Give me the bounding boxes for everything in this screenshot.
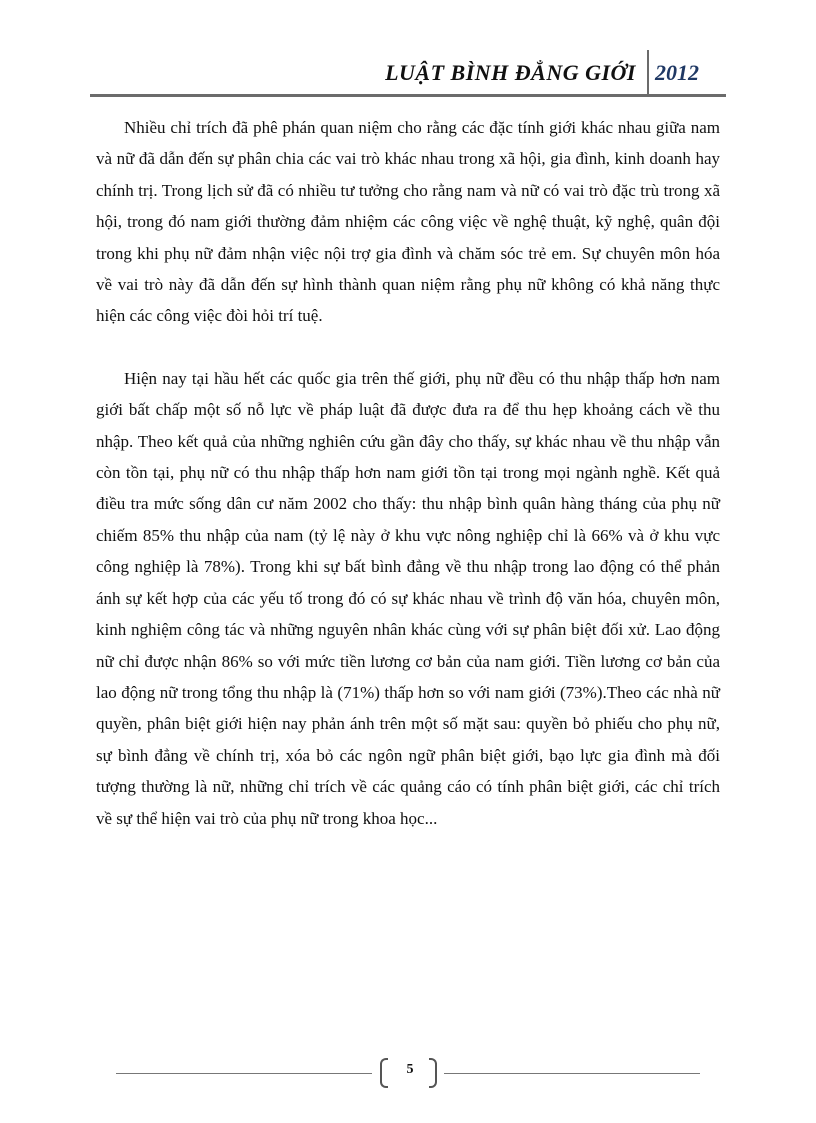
page-number: 5	[406, 1062, 414, 1077]
footer-bracket-right-icon	[429, 1058, 437, 1088]
document-body	[96, 112, 720, 834]
paragraph-1: Nhiều chỉ trích đã phê phán quan niệm cho rằng các đặc tính giới khác nhau giữa nam và nữ đã dẫn đến sự phân chia các vai trò khác nhau trong xã hội, gia đình, kinh doanh hay chính trị. Trong lịch sử đã có nhiều tư tưởng cho rằng nam và nữ có vai trò đặc trù trong xã hội, trong đó nam giới thường đảm nhiệm các công việc về nghệ thuật, kỹ nghệ, quân đội trong khi phụ nữ đảm nhận việc nội trợ gia đình và chăm sóc trẻ em. Sự chuyên môn hóa về vai trò này đã dẫn đến sự hình thành quan niệm rằng phụ nữ không có khả năng thực hiện các công việc đòi hỏi trí tuệ.	[96, 118, 720, 326]
footer-bracket-left-icon	[380, 1058, 388, 1088]
page-footer	[116, 1057, 700, 1089]
footer-rule-right	[444, 1073, 700, 1074]
paragraph-2: Hiện nay tại hầu hết các quốc gia trên thế giới, phụ nữ đều có thu nhập thấp hơn nam giới bất chấp một số nỗ lực về pháp luật đã được đưa ra để thu hẹp khoảng cách về thu nhập. Theo kết quả của những nghiên cứu gần đây cho thấy, sự khác nhau về thu nhập vẫn còn tồn tại, phụ nữ có thu nhập thấp hơn nam giới tồn tại trong mọi ngành nghề. Kết quả điều tra mức sống dân cư năm 2002 cho thấy: thu nhập bình quân hàng tháng của phụ nữ chiếm 85% thu nhập của nam (tỷ lệ này ở khu vực nông nghiệp chỉ là 66% và ở khu vực công nghiệp là 78%). Trong khi sự bất bình đẳng về thu nhập trong lao động có thể phản ánh sự kết hợp của các yếu tố trong đó có sự khác nhau về trình độ văn hóa, chuyên môn, kinh nghiệm công tác và những nguyên nhân khác cùng với sự phân biệt đối xử. Lao động nữ chỉ được nhận 86% so với mức tiền lương cơ bản của nam giới. Tiền lương cơ bản của lao động nữ trong tổng thu nhập là (71%) thấp hơn so với nam giới (73%).Theo các nhà nữ quyền, phân biệt giới hiện nay phản ánh trên một số mặt sau: quyền bỏ phiếu cho phụ nữ, sự bình đẳng về chính trị, xóa bỏ các ngôn ngữ phân biệt giới, bạo lực gia đình mà đối tượng thường là nữ, những chỉ trích về các quảng cáo có tính phân biệt giới, các chỉ trích về sự thể hiện vai trò của phụ nữ trong khoa học...	[96, 368, 720, 828]
footer-rule-left	[116, 1073, 372, 1074]
header-year: 2012	[655, 60, 699, 85]
page-header	[90, 48, 726, 97]
header-separator	[647, 50, 649, 94]
header-title: LUẬT BÌNH ĐẲNG GIỚI	[385, 60, 636, 85]
